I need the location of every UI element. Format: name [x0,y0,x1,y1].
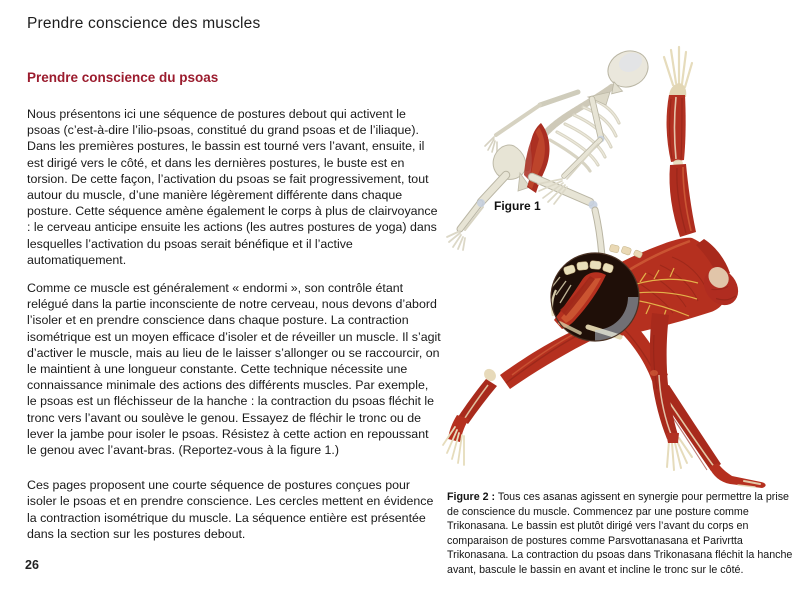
body-text-column [27,70,441,554]
page-title: Prendre conscience des muscles [27,15,261,32]
page-number: 26 [25,558,39,572]
paragraph: Comme ce muscle est généralement « endormi », son contrôle étant relégué dans la partie inconsciente de notre cerveau, nous devons d’abord l’isoler et en prendre conscience dans chaque posture. La contraction isométrique est un moyen efficace d’isoler et de réveiller un muscle. Il s’agit d’activer le muscle, mais au lieu de le laisser s’allonger ou se raccourcir, on le maintient à une longueur constante. Cette technique nécessite une connaissance minimale des actions des différents muscles. Par exemple, le psoas est un fléchisseur de la hanche : la contraction du psoas fléchit le tronc vers l’avant ou soulève le genou. Essayez de fléchir le tronc ou de lever la jambe pour isoler le psoas. Résistez à cette action en repoussant le genou avec l’avant-bras. (Reportez-vous à la figure 1.) [27,281,441,458]
figure2-caption-text: Tous ces asanas agissent en synergie pour permettre la prise de conscience du muscle. Commencez par une posture comme Trikonasana. Le bassin est plutôt dirigé vers l’avant du corps en comparaison de postures comme Parsvottanasana et Parivrtta Trikonasana. La contraction du psoas dans Trikonasana fléchit la hanche avant, bascule le bassin en avant et incline le tronc sur le côté. [447,491,793,576]
anatomy-illustration [440,35,800,495]
paragraph: Nous présentons ici une séquence de postures debout qui activent le psoas (c’est-à-dire l’ilio-psoas, constitué du grand psoas et de l’iliaque). Dans les premières postures, le bassin est tourné vers l’avant, ensuite, il est dirigé vers le côté, et dans les dernières postures, le buste est en torsion. De cette façon, l’activation du psoas se fait progressivement, tout autour du muscle, d’une manière légèrement différente dans chaque posture. Cette séquence amène également le corps à plus de clairvoyance : le cerveau anticipe ensuite les actions (les autres postures de yoga) dans lesquelles l’activation du psoas serait bénéfique et il l’active automatiquement. [27,107,438,267]
figure1-label: Figure 1 [494,199,541,213]
figure2-caption [447,490,797,578]
paragraph: Ces pages proposent une courte séquence de postures conçues pour isoler le psoas et en prendre conscience. Les cercles mettent en évidence la contraction isométrique du muscle. La séquence entière est présentée dans la section sur les postures debout. [27,478,434,541]
figure2-caption-label: Figure 2 : [447,491,496,503]
psoas-highlight-circle [551,253,639,341]
section-heading: Prendre conscience du psoas [27,70,219,85]
skeleton-figure-illustration [447,45,654,273]
muscle-figure-illustration [443,47,766,488]
